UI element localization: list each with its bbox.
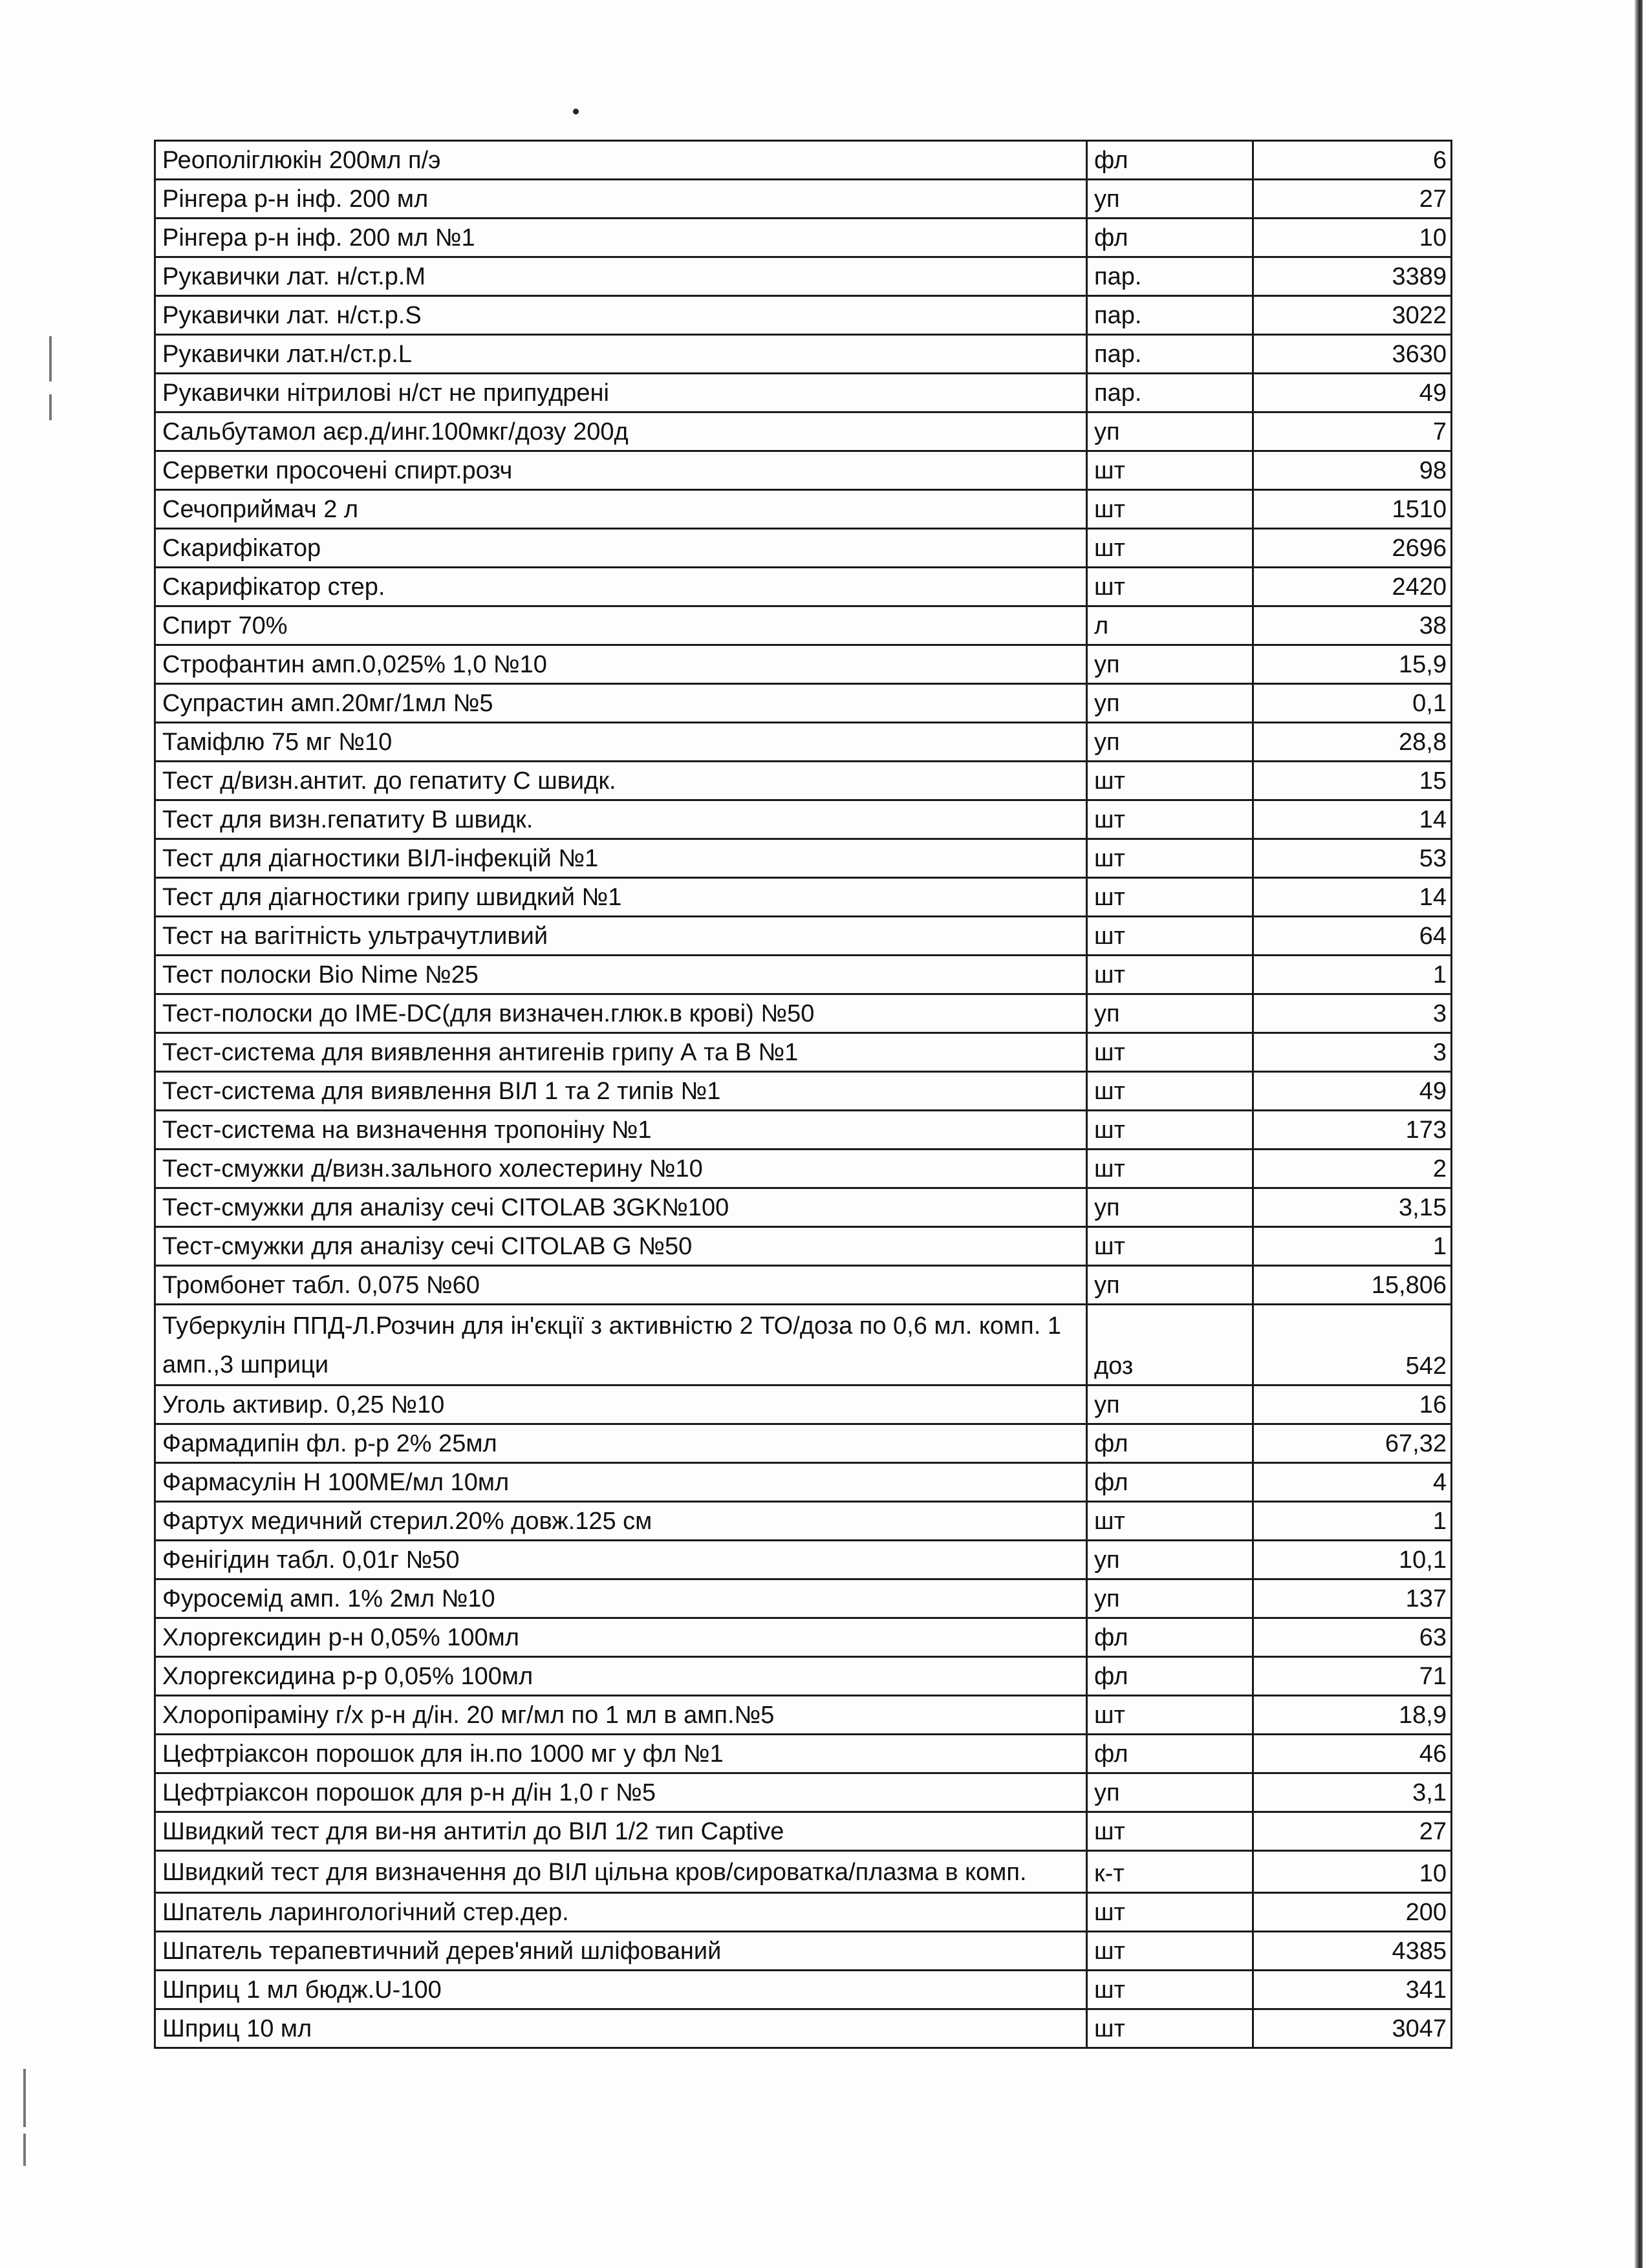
unit-cell: шт: [1087, 956, 1253, 994]
unit-cell: фл: [1087, 141, 1253, 180]
unit-cell: уп: [1087, 1773, 1253, 1812]
scan-edge-shadow: [1635, 0, 1643, 2268]
item-name-cell: Сальбутамол аєр.д/инг.100мкг/дозу 200д: [155, 412, 1087, 451]
quantity-cell: 15: [1253, 762, 1452, 800]
quantity-cell: 200: [1253, 1893, 1452, 1932]
table-row: [155, 1932, 1452, 1971]
table-row: [155, 1385, 1452, 1424]
item-name-cell: Рукавички лат. н/ст.р.S: [155, 296, 1087, 335]
item-name-cell: Реополіглюкін 200мл п/э: [155, 141, 1087, 180]
table-row: [155, 1893, 1452, 1932]
unit-cell: шт: [1087, 1932, 1253, 1971]
table-row: [155, 1657, 1452, 1696]
item-name-cell: Фармасулін Н 100МЕ/мл 10мл: [155, 1463, 1087, 1502]
quantity-cell: 542: [1253, 1305, 1452, 1385]
item-name-cell: Тест полоски Bio Nime №25: [155, 956, 1087, 994]
unit-cell: шт: [1087, 1812, 1253, 1851]
table-row: [155, 684, 1452, 723]
item-name-cell: Супрастин амп.20мг/1мл №5: [155, 684, 1087, 723]
quantity-cell: 27: [1253, 180, 1452, 219]
unit-cell: шт: [1087, 1502, 1253, 1541]
table-row: [155, 141, 1452, 180]
item-name-cell: Хлоргексидина р-р 0,05% 100мл: [155, 1657, 1087, 1696]
item-name-cell: Тест для діагностики ВІЛ-інфекцій №1: [155, 839, 1087, 878]
table-row: [155, 723, 1452, 762]
quantity-cell: 3630: [1253, 335, 1452, 374]
quantity-cell: 14: [1253, 878, 1452, 917]
unit-cell: шт: [1087, 568, 1253, 606]
quantity-cell: 7: [1253, 412, 1452, 451]
unit-cell: уп: [1087, 412, 1253, 451]
unit-cell: пар.: [1087, 296, 1253, 335]
table-row: [155, 219, 1452, 257]
table-row: [155, 180, 1452, 219]
table-row: [155, 1305, 1452, 1385]
unit-cell: шт: [1087, 1033, 1253, 1072]
item-name-cell: Рукавички лат.н/ст.р.L: [155, 335, 1087, 374]
item-name-cell: Шпатель ларингологічний стер.дер.: [155, 1893, 1087, 1932]
table-row: [155, 1033, 1452, 1072]
table-row: [155, 568, 1452, 606]
table-row: [155, 917, 1452, 956]
unit-cell: фл: [1087, 1463, 1253, 1502]
item-name-cell: Тест для діагностики грипу швидкий №1: [155, 878, 1087, 917]
item-name-cell: Швидкий тест для визначення до ВІЛ цільна кров/сироватка/плазма в комп.: [155, 1851, 1087, 1893]
item-name-cell: Сечоприймач 2 л: [155, 490, 1087, 529]
scan-artifact: [49, 394, 52, 420]
unit-cell: уп: [1087, 1385, 1253, 1424]
unit-cell: уп: [1087, 180, 1253, 219]
item-name-cell: Тромбонет табл. 0,075 №60: [155, 1266, 1087, 1305]
table-row: [155, 606, 1452, 645]
item-name-cell: Тест для визн.гепатиту В швидк.: [155, 800, 1087, 839]
unit-cell: пар.: [1087, 335, 1253, 374]
unit-cell: шт: [1087, 1072, 1253, 1111]
table-row: [155, 374, 1452, 412]
unit-cell: шт: [1087, 917, 1253, 956]
table-row: [155, 1618, 1452, 1657]
item-name-cell: Тест-система на визначення тропоніну №1: [155, 1111, 1087, 1150]
unit-cell: шт: [1087, 1893, 1253, 1932]
unit-cell: фл: [1087, 219, 1253, 257]
unit-cell: шт: [1087, 1150, 1253, 1188]
unit-cell: фл: [1087, 1618, 1253, 1657]
unit-cell: фл: [1087, 1657, 1253, 1696]
quantity-cell: 64: [1253, 917, 1452, 956]
quantity-cell: 137: [1253, 1579, 1452, 1618]
item-name-cell: Фармадипін фл. р-р 2% 25мл: [155, 1424, 1087, 1463]
quantity-cell: 1: [1253, 1227, 1452, 1266]
item-name-cell: Цефтріаксон порошок для ін.по 1000 мг у фл №1: [155, 1735, 1087, 1773]
unit-cell: к-т: [1087, 1851, 1253, 1893]
inventory-table: [154, 140, 1452, 2049]
item-name-cell: Тест-смужки д/визн.зального холестерину №10: [155, 1150, 1087, 1188]
table-row: [155, 529, 1452, 568]
quantity-cell: 63: [1253, 1618, 1452, 1657]
item-name-cell: Серветки просочені спирт.розч: [155, 451, 1087, 490]
quantity-cell: 6: [1253, 141, 1452, 180]
item-name-cell: Тест-смужки для аналізу сечі CITOLAB G №50: [155, 1227, 1087, 1266]
unit-cell: уп: [1087, 723, 1253, 762]
scan-artifact: [49, 336, 52, 381]
item-name-cell: Шприц 10 мл: [155, 2009, 1087, 2048]
item-name-cell: Таміфлю 75 мг №10: [155, 723, 1087, 762]
quantity-cell: 18,9: [1253, 1696, 1452, 1735]
quantity-cell: 2420: [1253, 568, 1452, 606]
scan-artifact: [23, 2134, 26, 2166]
quantity-cell: 15,9: [1253, 645, 1452, 684]
item-name-cell: Шприц 1 мл бюдж.U-100: [155, 1971, 1087, 2009]
quantity-cell: 1: [1253, 1502, 1452, 1541]
table-row: [155, 1735, 1452, 1773]
item-name-cell: Фартух медичний стерил.20% довж.125 см: [155, 1502, 1087, 1541]
item-name-cell: Рукавички лат. н/ст.р.M: [155, 257, 1087, 296]
quantity-cell: 67,32: [1253, 1424, 1452, 1463]
table-row: [155, 1696, 1452, 1735]
unit-cell: шт: [1087, 839, 1253, 878]
unit-cell: уп: [1087, 645, 1253, 684]
quantity-cell: 1: [1253, 956, 1452, 994]
quantity-cell: 3: [1253, 994, 1452, 1033]
unit-cell: шт: [1087, 800, 1253, 839]
unit-cell: фл: [1087, 1735, 1253, 1773]
table-row: [155, 1072, 1452, 1111]
unit-cell: уп: [1087, 994, 1253, 1033]
quantity-cell: 0,1: [1253, 684, 1452, 723]
quantity-cell: 4: [1253, 1463, 1452, 1502]
table-row: [155, 645, 1452, 684]
table-row: [155, 878, 1452, 917]
item-name-cell: Строфантин амп.0,025% 1,0 №10: [155, 645, 1087, 684]
quantity-cell: 53: [1253, 839, 1452, 878]
scan-artifact: [23, 2069, 26, 2127]
item-name-cell: Хлоргексидин р-н 0,05% 100мл: [155, 1618, 1087, 1657]
unit-cell: шт: [1087, 451, 1253, 490]
unit-cell: шт: [1087, 1227, 1253, 1266]
quantity-cell: 15,806: [1253, 1266, 1452, 1305]
quantity-cell: 14: [1253, 800, 1452, 839]
unit-cell: шт: [1087, 1111, 1253, 1150]
table-row: [155, 1111, 1452, 1150]
quantity-cell: 2696: [1253, 529, 1452, 568]
quantity-cell: 10,1: [1253, 1541, 1452, 1579]
unit-cell: уп: [1087, 1266, 1253, 1305]
quantity-cell: 10: [1253, 1851, 1452, 1893]
quantity-cell: 27: [1253, 1812, 1452, 1851]
table-row: [155, 1150, 1452, 1188]
item-name-cell: Скарифікатор стер.: [155, 568, 1087, 606]
table-row: [155, 839, 1452, 878]
item-name-cell: Тест на вагітність ультрачутливий: [155, 917, 1087, 956]
item-name-cell: Рукавички нітрилові н/ст не припудрені: [155, 374, 1087, 412]
table-row: [155, 1227, 1452, 1266]
item-name-cell: Тест-система для виявлення антигенів грипу А та В №1: [155, 1033, 1087, 1072]
quantity-cell: 3389: [1253, 257, 1452, 296]
unit-cell: уп: [1087, 1541, 1253, 1579]
item-name-cell: Тест д/визн.антит. до гепатиту С швидк.: [155, 762, 1087, 800]
table-row: [155, 1579, 1452, 1618]
item-name-cell: Рінгера р-н інф. 200 мл: [155, 180, 1087, 219]
table-row: [155, 490, 1452, 529]
quantity-cell: 49: [1253, 1072, 1452, 1111]
table-row: [155, 451, 1452, 490]
table-row: [155, 1812, 1452, 1851]
unit-cell: доз: [1087, 1305, 1253, 1385]
table-row: [155, 2009, 1452, 2048]
quantity-cell: 4385: [1253, 1932, 1452, 1971]
unit-cell: уп: [1087, 1579, 1253, 1618]
quantity-cell: 28,8: [1253, 723, 1452, 762]
table-row: [155, 1463, 1452, 1502]
unit-cell: шт: [1087, 1696, 1253, 1735]
quantity-cell: 49: [1253, 374, 1452, 412]
table-row: [155, 1266, 1452, 1305]
item-name-cell: Туберкулін ППД-Л.Розчин для ін'єкції з активністю 2 ТО/доза по 0,6 мл. комп. 1 амп.,3 шприци: [155, 1305, 1087, 1385]
item-name-cell: Шпатель терапевтичний дерев'яний шліфований: [155, 1932, 1087, 1971]
quantity-cell: 2: [1253, 1150, 1452, 1188]
table-row: [155, 1541, 1452, 1579]
unit-cell: шт: [1087, 762, 1253, 800]
quantity-cell: 173: [1253, 1111, 1452, 1150]
table-row: [155, 762, 1452, 800]
table-row: [155, 994, 1452, 1033]
table-row: [155, 1502, 1452, 1541]
unit-cell: шт: [1087, 529, 1253, 568]
unit-cell: уп: [1087, 684, 1253, 723]
table-row: [155, 1851, 1452, 1893]
quantity-cell: 10: [1253, 219, 1452, 257]
unit-cell: пар.: [1087, 374, 1253, 412]
unit-cell: шт: [1087, 878, 1253, 917]
table-row: [155, 1773, 1452, 1812]
item-name-cell: Швидкий тест для ви-ня антитіл до ВІЛ 1/2 тип Captive: [155, 1812, 1087, 1851]
item-name-cell: Скарифікатор: [155, 529, 1087, 568]
quantity-cell: 3022: [1253, 296, 1452, 335]
unit-cell: л: [1087, 606, 1253, 645]
table-row: [155, 800, 1452, 839]
table-row: [155, 335, 1452, 374]
item-name-cell: Уголь активир. 0,25 №10: [155, 1385, 1087, 1424]
quantity-cell: 3,1: [1253, 1773, 1452, 1812]
quantity-cell: 38: [1253, 606, 1452, 645]
unit-cell: шт: [1087, 2009, 1253, 2048]
quantity-cell: 3047: [1253, 2009, 1452, 2048]
unit-cell: шт: [1087, 490, 1253, 529]
quantity-cell: 3: [1253, 1033, 1452, 1072]
table-row: [155, 1424, 1452, 1463]
quantity-cell: 3,15: [1253, 1188, 1452, 1227]
quantity-cell: 16: [1253, 1385, 1452, 1424]
table-row: [155, 296, 1452, 335]
table-row: [155, 412, 1452, 451]
table-row: [155, 1188, 1452, 1227]
item-name-cell: Фенігідин табл. 0,01г №50: [155, 1541, 1087, 1579]
item-name-cell: Спирт 70%: [155, 606, 1087, 645]
table-row: [155, 956, 1452, 994]
table-row: [155, 257, 1452, 296]
inventory-table-body: [155, 141, 1452, 2048]
unit-cell: шт: [1087, 1971, 1253, 2009]
item-name-cell: Цефтріаксон порошок для р-н д/ін 1,0 г №5: [155, 1773, 1087, 1812]
item-name-cell: Тест-полоски до IME-DC(для визначен.глюк.в крові) №50: [155, 994, 1087, 1033]
unit-cell: уп: [1087, 1188, 1253, 1227]
quantity-cell: 71: [1253, 1657, 1452, 1696]
item-name-cell: Хлоропіраміну г/х р-н д/ін. 20 мг/мл по 1 мл в амп.№5: [155, 1696, 1087, 1735]
item-name-cell: Фуросемід амп. 1% 2мл №10: [155, 1579, 1087, 1618]
unit-cell: фл: [1087, 1424, 1253, 1463]
item-name-cell: Рінгера р-н інф. 200 мл №1: [155, 219, 1087, 257]
quantity-cell: 98: [1253, 451, 1452, 490]
quantity-cell: 1510: [1253, 490, 1452, 529]
quantity-cell: 341: [1253, 1971, 1452, 2009]
stray-dot: [573, 109, 579, 114]
item-name-cell: Тест-смужки для аналізу сечі CITOLAB 3GK№100: [155, 1188, 1087, 1227]
table-row: [155, 1971, 1452, 2009]
item-name-cell: Тест-система для виявлення ВІЛ 1 та 2 типів №1: [155, 1072, 1087, 1111]
quantity-cell: 46: [1253, 1735, 1452, 1773]
unit-cell: пар.: [1087, 257, 1253, 296]
